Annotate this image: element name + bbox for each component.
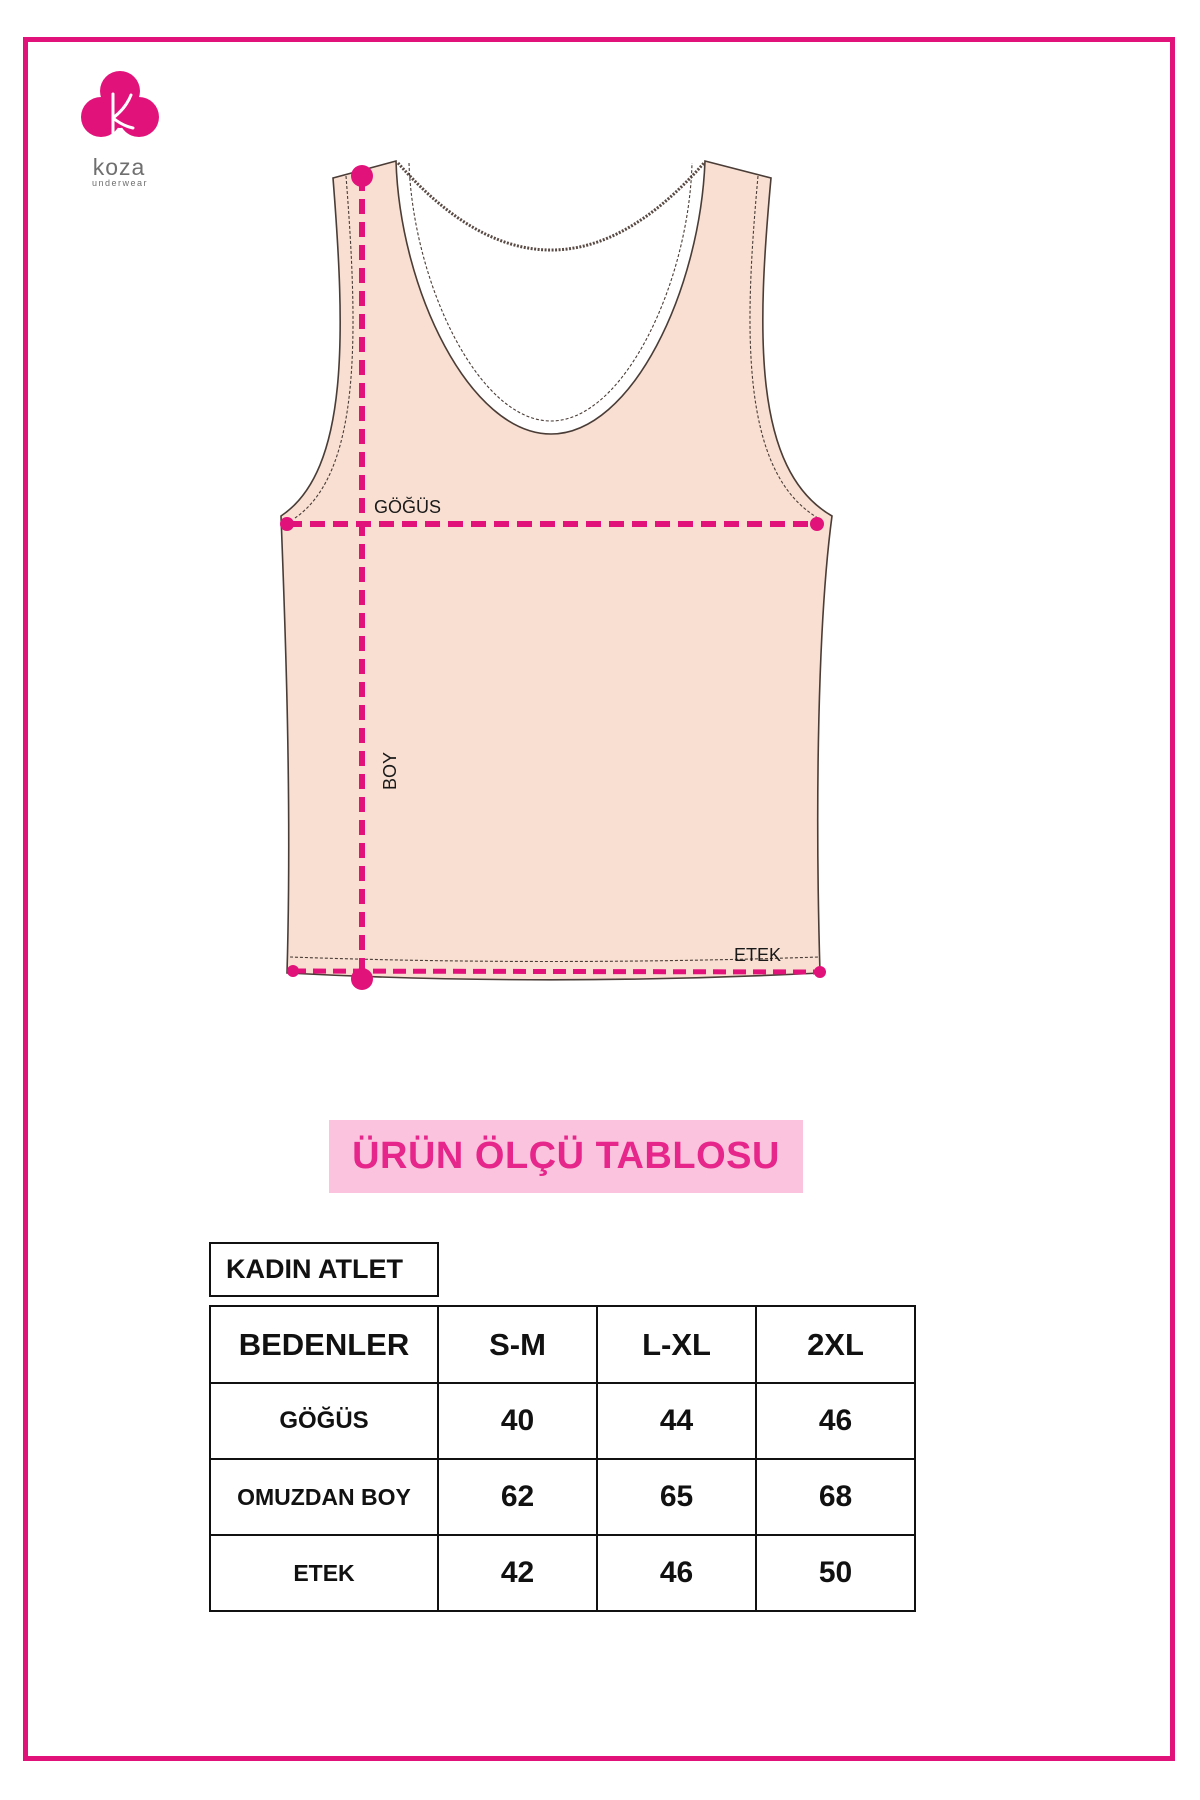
table-cell: 68 (756, 1459, 915, 1535)
table-cell: 65 (597, 1459, 756, 1535)
brand-tagline: underwear (91, 178, 149, 188)
koza-logo (81, 71, 159, 188)
product-label-box (209, 1242, 439, 1297)
product-label: KADIN ATLET (226, 1254, 403, 1284)
table-row (210, 1459, 915, 1535)
table-cell: 62 (438, 1459, 597, 1535)
header-cell: S-M (438, 1306, 597, 1383)
header-cell: L-XL (597, 1306, 756, 1383)
header-cell: BEDENLER (210, 1306, 438, 1383)
gogus-dot-right (810, 517, 824, 531)
table-header-row (210, 1306, 915, 1383)
etek-dot-left (287, 965, 299, 977)
table-cell: 42 (438, 1535, 597, 1611)
table-cell: 46 (756, 1383, 915, 1459)
row-label: ETEK (210, 1535, 438, 1611)
etek-label: ETEK (734, 945, 782, 965)
table-cell: 40 (438, 1383, 597, 1459)
etek-dot-right (814, 966, 826, 978)
boy-label: BOY (380, 751, 400, 791)
gogus-label: GÖĞÜS (374, 497, 442, 517)
boy-dot-top (351, 165, 373, 187)
table-cell: 46 (597, 1535, 756, 1611)
chart-title-banner (329, 1120, 803, 1193)
size-table (209, 1305, 916, 1612)
header-cell: 2XL (756, 1306, 915, 1383)
table-cell: 50 (756, 1535, 915, 1611)
table-row (210, 1383, 915, 1459)
chart-title: ÜRÜN ÖLÇÜ TABLOSU (352, 1135, 780, 1177)
brand-name: koza (92, 154, 146, 180)
row-label: GÖĞÜS (210, 1383, 438, 1459)
table-row (210, 1535, 915, 1611)
flower-icon (81, 71, 159, 137)
gogus-dot-left (280, 517, 294, 531)
back-neckline (398, 163, 704, 250)
table-cell: 44 (597, 1383, 756, 1459)
row-label: OMUZDAN BOY (210, 1459, 438, 1535)
